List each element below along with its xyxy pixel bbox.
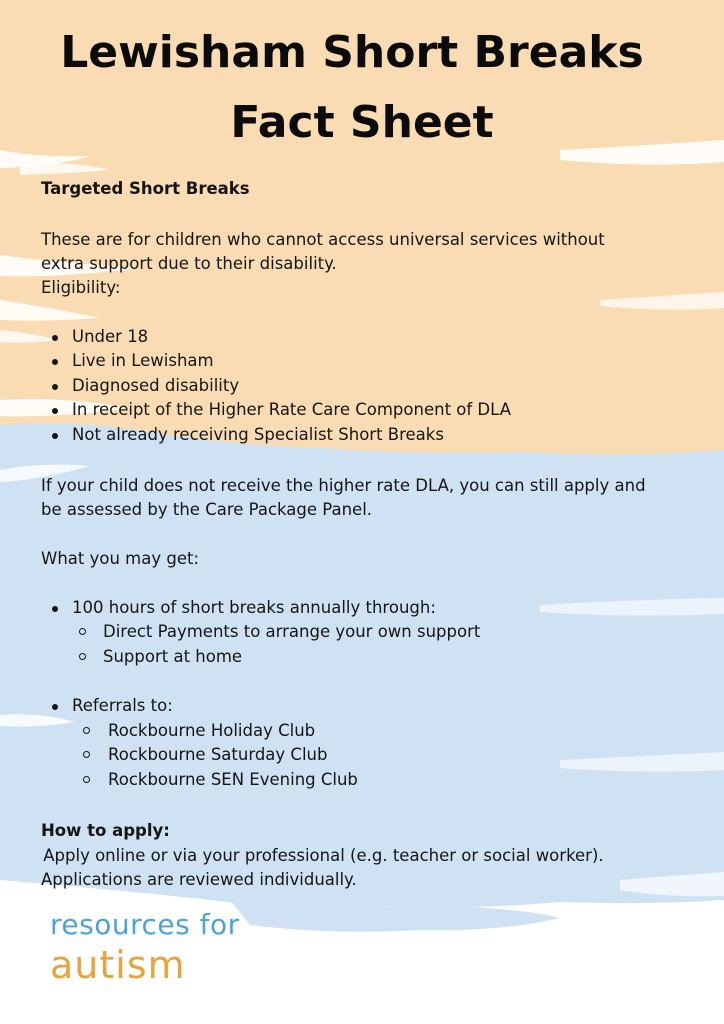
page-title-line2: Fact Sheet: [230, 97, 494, 148]
dla-text-line1: If your child does not receive the higher rate DLA, you can still apply and: [41, 476, 646, 495]
logo-line1: resources for: [50, 908, 240, 941]
list-item-hours: 100 hours of short breaks annually through:: [72, 596, 436, 621]
page-title-line1: Lewisham Short Breaks: [60, 27, 644, 78]
list-item: Not already receiving Specialist Short Breaks: [72, 423, 444, 448]
eligibility-label: Eligibility:: [41, 278, 121, 297]
list-item-referrals: Referrals to:: [72, 694, 173, 719]
section-heading: Targeted Short Breaks: [41, 179, 250, 198]
sub-list-item: Rockbourne Holiday Club: [108, 719, 315, 744]
intro-text-line1: These are for children who cannot access universal services without: [41, 230, 605, 249]
list-item: Under 18: [72, 325, 148, 350]
sub-list-item: Rockbourne Saturday Club: [108, 743, 327, 768]
list-item: Diagnosed disability: [72, 374, 239, 399]
sub-list-item: Rockbourne SEN Evening Club: [108, 768, 358, 793]
sub-list-item: Support at home: [103, 645, 242, 670]
logo-line2: autism: [50, 943, 186, 987]
apply-text-line1: Apply online or via your professional (e.g. teacher or social worker).: [38, 846, 604, 865]
sub-list-item: Direct Payments to arrange your own support: [103, 620, 480, 645]
apply-heading: How to apply:: [41, 821, 170, 840]
apply-text-line2: Applications are reviewed individually.: [41, 870, 357, 889]
intro-text-line2: extra support due to their disability.: [41, 254, 337, 273]
resources-for-autism-logo: [50, 908, 250, 996]
dla-text-line2: be assessed by the Care Package Panel.: [41, 500, 373, 519]
list-item: Live in Lewisham: [72, 349, 214, 374]
list-item: In receipt of the Higher Rate Care Component of DLA: [72, 398, 511, 423]
get-label: What you may get:: [41, 549, 200, 568]
